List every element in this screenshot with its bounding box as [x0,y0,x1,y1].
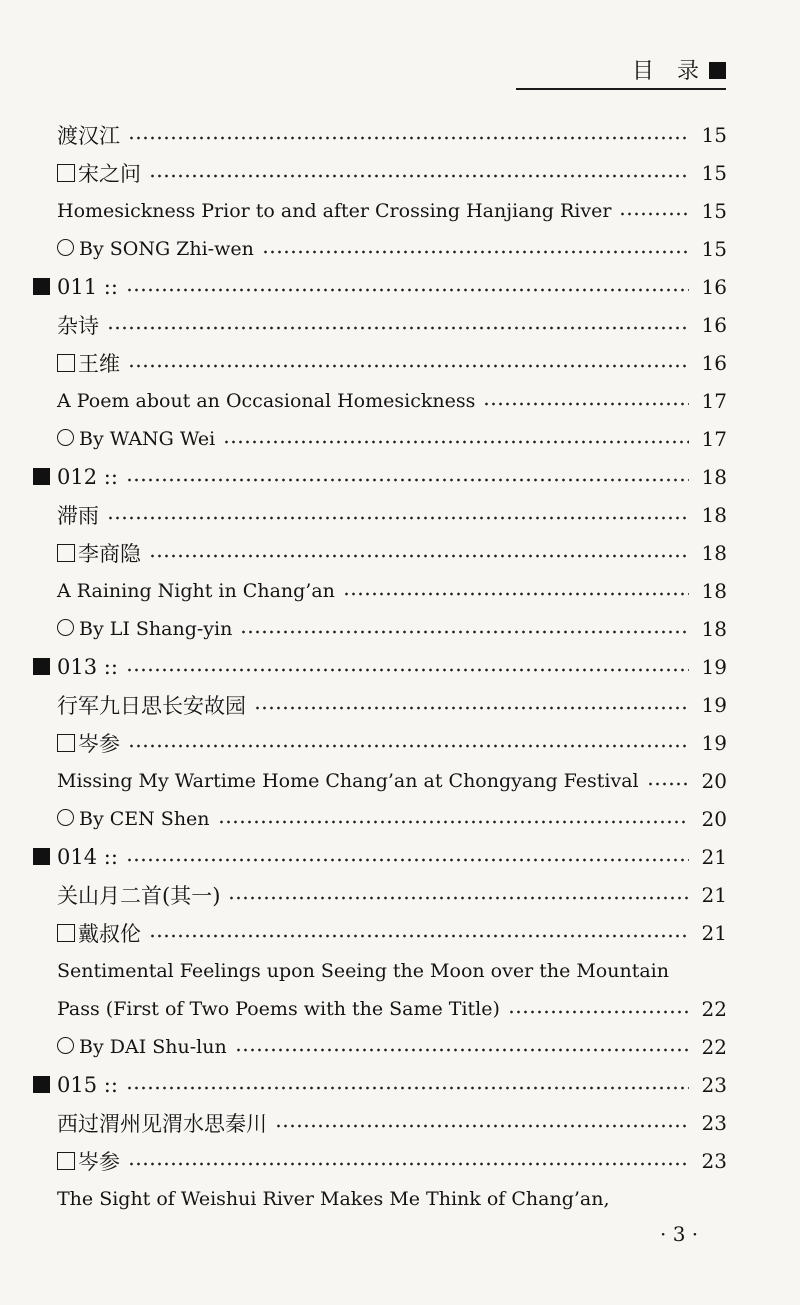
toc-entry-text: 行军九日思长安故园 [57,694,246,718]
toc-section-row [0,648,800,686]
toc-entry-title [57,1188,727,1210]
toc-entry-text: Sentimental Feelings upon Seeing the Moon over the Mountain [57,960,669,982]
toc-entry-text: 013 :: [57,655,118,679]
toc-entry-text: By SONG Zhi-wen [79,238,254,260]
toc-entry-row [0,382,800,420]
hollow-circle-icon [57,619,74,636]
header-title: 目 录 [632,59,707,84]
toc-section-row [0,1066,800,1104]
dot-leader [128,743,689,749]
toc-page-number: 15 [701,161,727,185]
black-square-icon [33,658,50,675]
dot-leader [343,591,689,597]
toc-entry-text: 王维 [78,352,120,376]
table-of-contents [0,116,800,1218]
dot-leader [240,629,689,635]
toc-page-number: 20 [701,769,727,793]
toc-entry-row [0,724,800,762]
toc-entry-title [33,275,118,299]
toc-entry-title [57,1146,120,1176]
toc-entry-text: 015 :: [57,1073,118,1097]
dot-leader [619,211,689,217]
toc-entry-row [0,496,800,534]
dot-leader [128,1161,689,1167]
toc-entry-title [57,728,120,758]
toc-page-number: 21 [701,921,727,945]
toc-section-row [0,458,800,496]
toc-entry-text: A Poem about an Occasional Homesickness [57,390,476,412]
toc-entry-row [0,154,800,192]
toc-entry-text: 岑参 [78,1150,120,1174]
toc-entry-title [57,580,335,602]
toc-entry-title [57,960,727,982]
toc-entry-text: By CEN Shen [79,808,210,830]
black-square-icon [33,1076,50,1093]
dot-leader [508,1009,689,1015]
toc-entry-row [0,800,800,838]
toc-entry-text: 关山月二首(其一) [57,884,221,908]
toc-entry-row [0,306,800,344]
toc-entry-title [57,690,246,720]
hollow-square-icon [57,1152,75,1170]
toc-page-number: 22 [701,1035,727,1059]
toc-entry-text: 李商隐 [78,542,141,566]
dot-leader [218,819,689,825]
toc-entry-title [57,200,611,222]
toc-page-number: 18 [701,579,727,603]
toc-entry-title [57,158,141,188]
toc-entry-row [0,1104,800,1142]
dot-leader [228,895,689,901]
dot-leader [126,857,689,863]
black-square-icon [709,62,726,79]
toc-page-number: 23 [701,1073,727,1097]
hollow-square-icon [57,734,75,752]
toc-entry-title [33,655,118,679]
dot-leader [149,173,689,179]
toc-entry-row [0,914,800,952]
hollow-circle-icon [57,239,74,256]
toc-page-number: 19 [701,693,727,717]
running-header [516,56,726,90]
toc-page-number: 15 [701,199,727,223]
toc-entry-text: 滞雨 [57,504,99,528]
toc-entry-text: 戴叔伦 [78,922,141,946]
toc-page-number: 21 [701,883,727,907]
toc-page-number: 18 [701,465,727,489]
toc-entry-text: Homesickness Prior to and after Crossing Hanjiang River [57,200,612,222]
toc-entry-title [57,618,232,640]
toc-entry-title [57,348,120,378]
black-square-icon [33,468,50,485]
toc-page-number: 21 [701,845,727,869]
toc-entry-text: By DAI Shu-lun [79,1036,227,1058]
hollow-circle-icon [57,809,74,826]
hollow-square-icon [57,544,75,562]
toc-entry-text: By WANG Wei [79,428,216,450]
toc-entry-row [0,534,800,572]
toc-entry-title [57,808,210,830]
toc-entry-row [0,990,800,1028]
toc-entry-row [0,230,800,268]
toc-entry-row [0,116,800,154]
dot-leader [107,515,689,521]
toc-entry-title [33,845,118,869]
toc-entry-title [57,428,215,450]
toc-entry-title [57,310,99,340]
hollow-square-icon [57,164,75,182]
toc-entry-title [57,880,220,910]
toc-entry-row [0,686,800,724]
dot-leader [235,1047,689,1053]
toc-entry-title [57,538,141,568]
toc-entry-row [0,1028,800,1066]
toc-page-number: 15 [701,237,727,261]
toc-entry-title [57,1108,267,1138]
toc-entry-row [0,420,800,458]
dot-leader [254,705,689,711]
toc-section-row [0,838,800,876]
dot-leader [223,439,689,445]
dot-leader [262,249,689,255]
toc-page-number: 16 [701,351,727,375]
toc-entry-title [57,998,500,1020]
toc-entry-row [0,344,800,382]
toc-entry-row [0,572,800,610]
toc-entry-row [0,610,800,648]
toc-page-number: 19 [701,655,727,679]
toc-entry-text: 渡汉江 [57,124,120,148]
dot-leader [275,1123,689,1129]
hollow-square-icon [57,924,75,942]
black-square-icon [33,278,50,295]
toc-page-number: 17 [701,427,727,451]
dot-leader [107,325,689,331]
toc-entry-text: 岑参 [78,732,120,756]
page-number: · 3 · [660,1222,699,1246]
black-square-icon [33,848,50,865]
dot-leader [126,667,689,673]
toc-entry-text: 西过渭州见渭水思秦川 [57,1112,267,1136]
toc-page-number: 15 [701,123,727,147]
hollow-circle-icon [57,429,74,446]
toc-page-number: 18 [701,541,727,565]
toc-entry-text: Missing My Wartime Home Chang’an at Chongyang Festival [57,770,639,792]
toc-page-number: 22 [701,997,727,1021]
toc-entry-title [57,120,120,150]
toc-page-number: 18 [701,617,727,641]
toc-entry-title [57,238,254,260]
dot-leader [126,287,689,293]
dot-leader [126,477,689,483]
toc-page-number: 19 [701,731,727,755]
dot-leader [126,1085,689,1091]
toc-page-number: 16 [701,313,727,337]
toc-entry-text: 宋之问 [78,162,141,186]
toc-entry-text: 011 :: [57,275,118,299]
toc-entry-row [0,876,800,914]
toc-entry-title [57,500,99,530]
toc-section-row [0,268,800,306]
toc-entry-title [57,918,141,948]
toc-entry-text: By LI Shang-yin [79,618,233,640]
toc-entry-title [33,1073,118,1097]
toc-entry-text: 012 :: [57,465,118,489]
toc-entry-title [57,1036,227,1058]
toc-entry-row [0,192,800,230]
toc-entry-text: A Raining Night in Chang’an [57,580,335,602]
dot-leader [149,933,689,939]
toc-entry-text: 杂诗 [57,314,99,338]
toc-entry-text: The Sight of Weishui River Makes Me Think of Chang’an, [57,1188,610,1210]
toc-entry-row [0,1142,800,1180]
dot-leader [483,401,689,407]
toc-page-number: 23 [701,1149,727,1173]
dot-leader [647,781,689,787]
toc-entry-title [33,465,118,489]
toc-entry-title [57,390,475,412]
toc-entry-text: Pass (First of Two Poems with the Same Title) [57,998,500,1020]
hollow-circle-icon [57,1037,74,1054]
toc-page-number: 23 [701,1111,727,1135]
toc-entry-row [0,1180,800,1218]
hollow-square-icon [57,354,75,372]
toc-entry-title [57,770,639,792]
toc-page-number: 20 [701,807,727,831]
dot-leader [128,363,689,369]
dot-leader [128,135,689,141]
toc-page-number: 18 [701,503,727,527]
toc-entry-row [0,952,800,990]
toc-entry-row [0,762,800,800]
toc-page-number: 17 [701,389,727,413]
toc-entry-text: 014 :: [57,845,118,869]
toc-page-number: 16 [701,275,727,299]
dot-leader [149,553,689,559]
